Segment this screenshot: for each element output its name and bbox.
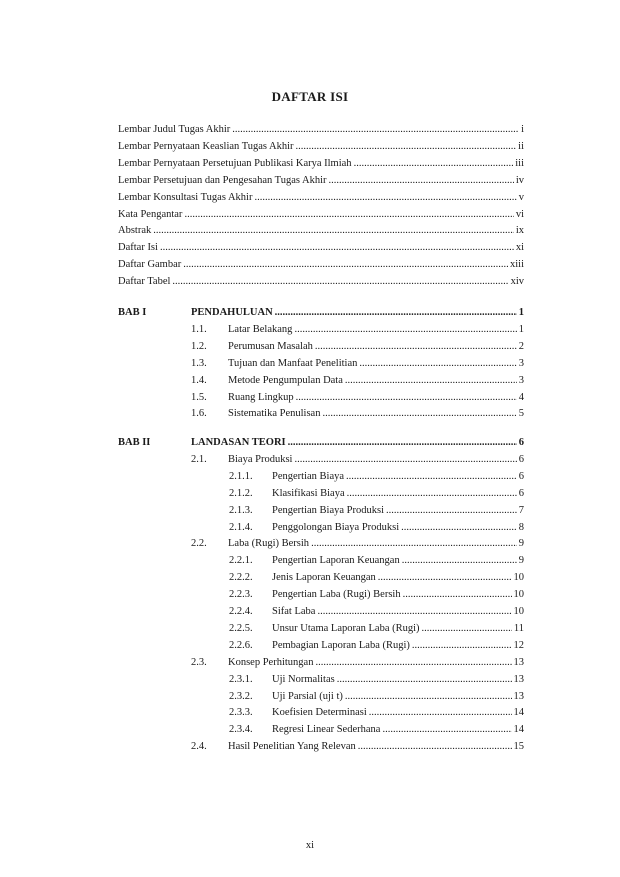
toc-entry-page: ii <box>518 140 524 152</box>
toc-entry-page: xiii <box>509 259 524 271</box>
toc-entry-number: 2.1.2. <box>229 487 253 499</box>
toc-entry-label: Konsep Perhitungan <box>228 656 314 668</box>
dot-leader <box>296 140 517 153</box>
toc-entry-page: 4 <box>518 391 524 403</box>
dot-leader <box>311 537 517 550</box>
toc-entry-subsection <box>229 504 524 517</box>
toc-entry-number: 2.3.3. <box>229 707 253 719</box>
toc-entry-label: Koefisien Determinasi <box>272 707 367 719</box>
toc-entry-page: 1 <box>518 307 524 318</box>
dot-leader <box>329 174 514 187</box>
toc-entry-section <box>191 453 524 466</box>
toc-entry-label: Pengertian Biaya Produksi <box>272 504 384 516</box>
toc-entry-label: Daftar Isi <box>118 242 158 254</box>
toc-entry-label: Hasil Penelitian Yang Relevan <box>228 741 356 753</box>
dot-leader <box>288 436 517 449</box>
toc-entry-page: 3 <box>518 357 524 369</box>
dot-leader <box>412 639 512 652</box>
toc-entry-label: Sistematika Penulisan <box>228 408 321 420</box>
toc-entry-label: Penggolongan Biaya Produksi <box>272 521 400 533</box>
toc-entry-front-matter <box>118 157 524 170</box>
toc-entry-page: ix <box>515 225 524 237</box>
toc-entry-front-matter <box>118 275 524 288</box>
dot-leader <box>345 374 517 387</box>
chapter-number: BAB II <box>118 437 151 448</box>
toc-entry-label: Laba (Rugi) Bersih <box>228 538 310 550</box>
toc-entry-label: Daftar Tabel <box>118 276 171 288</box>
dot-leader <box>172 275 508 288</box>
toc-entry-number: 1.4. <box>191 374 207 386</box>
dot-leader <box>369 706 512 719</box>
toc-entry-label: Metode Pengumpulan Data <box>228 374 343 386</box>
toc-entry-front-matter <box>118 258 524 271</box>
dot-leader <box>160 241 514 254</box>
toc-entry-page: 6 <box>518 487 524 499</box>
toc-entry-number: 1.2. <box>191 340 207 352</box>
chapter-number: BAB I <box>118 307 147 318</box>
toc-entry-number: 2.2.6. <box>229 639 253 651</box>
toc-entry-page: iv <box>515 174 524 186</box>
toc-entry-chapter <box>191 436 524 449</box>
toc-entry-section <box>191 340 524 353</box>
toc-entry-page: 9 <box>518 538 524 550</box>
toc-entry-subsection <box>229 487 524 500</box>
toc-entry-subsection <box>229 690 524 703</box>
toc-entry-label: PENDAHULUAN <box>191 307 273 318</box>
dot-leader <box>401 521 517 534</box>
dot-leader <box>402 554 517 567</box>
dot-leader <box>346 470 517 483</box>
toc-entry-page: 8 <box>518 521 524 533</box>
toc-entry-number: 1.3. <box>191 357 207 369</box>
toc-entry-page: 6 <box>518 437 524 448</box>
toc-entry-number: 2.3.1. <box>229 673 253 685</box>
toc-entry-page: 12 <box>513 639 524 651</box>
toc-entry-page: 9 <box>518 555 524 567</box>
toc-entry-front-matter <box>118 174 524 187</box>
dot-leader <box>294 323 516 336</box>
toc-entry-number: 2.1. <box>191 453 207 465</box>
toc-entry-label: Perumusan Masalah <box>228 340 313 352</box>
toc-entry-label: Uji Normalitas <box>272 673 335 685</box>
dot-leader <box>232 123 519 136</box>
dot-leader <box>315 340 517 353</box>
toc-entry-front-matter <box>118 208 524 221</box>
page-title: DAFTAR ISI <box>271 89 349 104</box>
toc-entry-page: 6 <box>518 453 524 465</box>
toc-entry-label: Klasifikasi Biaya <box>272 487 345 499</box>
toc-entry-label: Lembar Pernyataan Keaslian Tugas Akhir <box>118 140 294 152</box>
dot-leader <box>403 588 512 601</box>
toc-entry-number: 2.2. <box>191 538 207 550</box>
dot-leader <box>184 208 513 221</box>
toc-entry-label: Lembar Persetujuan dan Pengesahan Tugas Akhir <box>118 174 327 186</box>
toc-entry-label: Ruang Lingkup <box>228 391 294 403</box>
toc-entry-label: Lembar Pernyataan Persetujuan Publikasi Karya Ilmiah <box>118 157 352 169</box>
toc-entry-label: LANDASAN TEORI <box>191 437 286 448</box>
toc-entry-subsection <box>229 521 524 534</box>
toc-entry-number: 2.3.2. <box>229 690 253 702</box>
toc-entry-number: 2.2.5. <box>229 622 253 634</box>
toc-entry-number: 1.1. <box>191 323 207 335</box>
toc-entry-section <box>191 391 524 404</box>
toc-entry-subsection <box>229 723 524 736</box>
toc-entry-number: 1.5. <box>191 391 207 403</box>
toc-entry-label: Lembar Konsultasi Tugas Akhir <box>118 191 253 203</box>
toc-entry-number: 2.3.4. <box>229 724 253 736</box>
toc-entry-front-matter <box>118 191 524 204</box>
toc-entry-page: 7 <box>518 504 524 516</box>
dot-leader <box>153 224 514 237</box>
toc-entry-section <box>191 323 524 336</box>
dot-leader <box>378 571 512 584</box>
toc-entry-page: 13 <box>513 690 524 702</box>
dot-leader <box>254 191 516 204</box>
toc-entry-page: 10 <box>513 572 524 584</box>
toc-entry-page: 14 <box>513 724 524 736</box>
dot-leader <box>347 487 517 500</box>
toc-entry-label: Pengertian Laporan Keuangan <box>272 555 400 567</box>
toc-entry-page: i <box>521 124 524 135</box>
toc-entry-subsection <box>229 571 524 584</box>
toc-entry-chapter <box>191 306 524 319</box>
toc-entry-label: Jenis Laporan Keuangan <box>272 572 376 584</box>
toc-entry-label: Pembagian Laporan Laba (Rugi) <box>272 639 410 651</box>
toc-entry-front-matter <box>118 123 524 136</box>
toc-entry-number: 2.1.4. <box>229 521 253 533</box>
toc-entry-page: 15 <box>513 741 524 753</box>
toc-entry-number: 2.1.3. <box>229 504 253 516</box>
toc-entry-number: 2.2.1. <box>229 555 253 567</box>
dot-leader <box>294 453 516 466</box>
toc-entry-label: Daftar Gambar <box>118 259 182 271</box>
dot-leader <box>183 258 508 271</box>
toc-entry-page: iii <box>515 157 524 169</box>
toc-entry-front-matter <box>118 140 524 153</box>
dot-leader <box>358 740 512 753</box>
dot-leader <box>275 306 517 319</box>
toc-entry-subsection <box>229 673 524 686</box>
dot-leader <box>315 656 511 669</box>
toc-entry-section <box>191 656 524 669</box>
toc-entry-page: 1 <box>518 323 524 335</box>
toc-entry-page: xi <box>515 242 524 254</box>
dot-leader <box>296 391 517 404</box>
toc-entry-subsection <box>229 605 524 618</box>
toc-entry-label: Pengertian Biaya <box>272 470 345 482</box>
toc-entry-section <box>191 374 524 387</box>
dot-leader <box>322 407 516 420</box>
toc-entry-number: 2.2.4. <box>229 606 253 617</box>
dot-leader <box>317 605 511 618</box>
toc-entry-subsection <box>229 706 524 719</box>
toc-entry-front-matter <box>118 241 524 254</box>
toc-entry-number: 2.2.3. <box>229 589 253 601</box>
toc-entry-label: Latar Belakang <box>228 323 293 335</box>
toc-entry-page: v <box>518 191 524 203</box>
toc-entry-front-matter <box>118 224 524 237</box>
toc-entry-number: 2.1.1. <box>229 470 253 482</box>
dot-leader <box>337 673 512 686</box>
toc-entry-section <box>191 740 524 753</box>
toc-entry-subsection <box>229 588 524 601</box>
dot-leader <box>382 723 511 736</box>
page-number-footer: xi <box>305 840 315 851</box>
toc-entry-label: Regresi Linear Sederhana <box>272 724 381 736</box>
toc-entry-label: Uji Parsial (uji t) <box>272 690 343 702</box>
toc-entry-label: Biaya Produksi <box>228 453 293 465</box>
toc-entry-page: 10 <box>513 606 524 617</box>
toc-entry-page: vi <box>515 208 524 220</box>
toc-entry-page: 5 <box>518 408 524 420</box>
toc-entry-section <box>191 357 524 370</box>
toc-entry-subsection <box>229 622 524 635</box>
toc-entry-page: 3 <box>518 374 524 386</box>
toc-entry-number: 2.3. <box>191 656 207 668</box>
toc-entry-label: Abstrak <box>118 225 152 237</box>
dot-leader <box>422 622 512 635</box>
toc-entry-label: Unsur Utama Laporan Laba (Rugi) <box>272 622 420 634</box>
toc-entry-number: 2.4. <box>191 741 207 753</box>
dot-leader <box>359 357 516 370</box>
toc-entry-page: 11 <box>513 622 524 634</box>
toc-entry-page: 2 <box>518 340 524 352</box>
toc-entry-page: xiv <box>510 276 524 288</box>
toc-entry-subsection <box>229 639 524 652</box>
toc-entry-label: Kata Pengantar <box>118 208 183 220</box>
toc-entry-page: 14 <box>513 707 524 719</box>
toc-entry-page: 13 <box>513 673 524 685</box>
toc-entry-label: Lembar Judul Tugas Akhir <box>118 124 231 135</box>
toc-entry-page: 10 <box>513 589 524 601</box>
dot-leader <box>386 504 517 517</box>
toc-entry-number: 1.6. <box>191 408 207 420</box>
toc-entry-label: Sifat Laba <box>272 606 316 617</box>
toc-entry-section <box>191 537 524 550</box>
toc-entry-page: 6 <box>518 470 524 482</box>
toc-entry-section <box>191 407 524 420</box>
toc-entry-subsection <box>229 554 524 567</box>
toc-entry-number: 2.2.2. <box>229 572 253 584</box>
dot-leader <box>354 157 514 170</box>
toc-entry-label: Pengertian Laba (Rugi) Bersih <box>272 589 401 601</box>
toc-entry-subsection <box>229 470 524 483</box>
dot-leader <box>345 690 512 703</box>
toc-entry-label: Tujuan dan Manfaat Penelitian <box>228 357 358 369</box>
toc-entry-page: 13 <box>513 656 524 668</box>
